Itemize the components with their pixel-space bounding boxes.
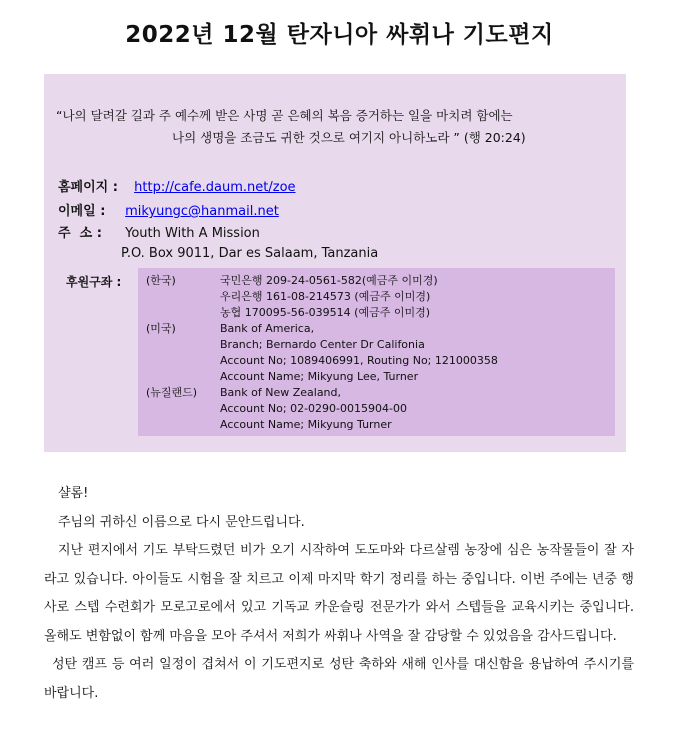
bank-line: 우리은행 161-08-214573 (예금주 이미경) [220, 290, 431, 303]
bank-line: 농협 170095-56-039514 (예금주 이미경) [220, 306, 430, 319]
country-korea: (한국) [146, 274, 176, 287]
email-label: 이메일 : [58, 204, 106, 219]
address-row [58, 222, 260, 241]
country-new-zealand: (뉴질랜드) [146, 386, 198, 399]
letter-body [44, 480, 634, 708]
country-usa: (미국) [146, 322, 176, 335]
organization-name: Youth With A Mission [125, 226, 260, 241]
bank-line: Bank of America, [220, 322, 315, 335]
bible-quote [56, 105, 616, 149]
bank-line: Account No; 02-0290-0015904-00 [220, 402, 407, 415]
homepage-label: 홈페이지 : [58, 180, 118, 195]
address-label: 주 소 : [58, 226, 102, 241]
page-title: 2022년 12월 탄자니아 싸휘나 기도편지 [125, 22, 554, 48]
email-link[interactable]: mikyungc@hanmail.net [125, 204, 279, 219]
intro-paragraph: 주님의 귀하신 이름으로 다시 문안드립니다. [58, 514, 305, 530]
postal-address: P.O. Box 9011, Dar es Salaam, Tanzania [121, 246, 379, 261]
bank-accounts-label: 후원구좌 : [66, 275, 122, 289]
bank-line: Branch; Bernardo Center Dr Califonia [220, 338, 425, 351]
quote-line-2: 나의 생명을 조금도 귀한 것으로 여기지 아니하노라 ” (행 20:24) [172, 130, 526, 145]
bank-line: Account Name; Mikyung Lee, Turner [220, 370, 419, 383]
paragraph-2: 성탄 캠프 등 여러 일정이 겹쳐서 이 기도편지로 성탄 축하와 새해 인사를 대신함을 용납하여 주시기를 바랍니다. [44, 657, 634, 701]
bank-line: 국민은행 209-24-0561-582(예금주 이미경) [220, 274, 438, 287]
homepage-row [58, 176, 296, 195]
email-row [58, 200, 279, 219]
quote-line-1: “나의 달려갈 길과 주 예수께 받은 사명 곧 은혜의 복음 증거하는 일을 마치려 함에는 [56, 108, 513, 123]
greeting: 샬롬! [58, 486, 89, 501]
paragraph-1: 지난 편지에서 기도 부탁드렸던 비가 오기 시작하여 도도마와 다르살렘 농장에 심은 농작물들이 잘 자라고 있습니다. 아이들도 시험을 잘 치르고 이제 마지막 학기 정리를 하는 중입니다. 이번 주에는 년중 행사로 스텝 수련회가 모로고로에서 있고 기독교 카운슬링 전문가가 와서 스텝들을 교육시키는 중입니다. 올해도 변함없이 함께 마음을 모아 주셔서 저희가 싸휘나 사역을 잘 감당할 수 있었음을 감사드립니다. [44, 543, 634, 644]
bank-line: Account Name; Mikyung Turner [220, 418, 392, 431]
bank-line: Bank of New Zealand, [220, 386, 342, 399]
homepage-link[interactable]: http://cafe.daum.net/zoe [134, 180, 296, 195]
bank-line: Account No; 1089406991, Routing No; 121000358 [220, 354, 498, 367]
